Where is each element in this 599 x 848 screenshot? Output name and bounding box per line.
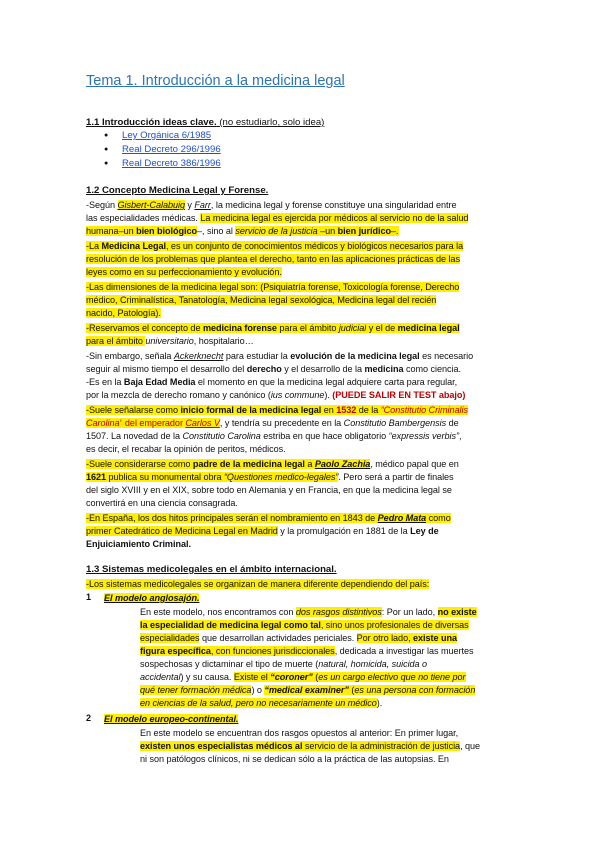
- paragraph-line: -La Medicina Legal, es un conjunto de conocimientos médicos y biológicos necesarios para la: [86, 241, 464, 251]
- exam-note: (PUEDE SALIR EN TEST abajo): [332, 390, 466, 400]
- model-heading-europeo: El modelo europeo-continental.: [104, 714, 239, 724]
- paragraph-line: convertirá en una ciencia consagrada.: [86, 498, 238, 508]
- list-number: 1: [86, 592, 92, 602]
- paragraph-line: Enjuiciamiento Criminal.: [86, 539, 191, 549]
- author-paolo-zachia: Paolo Zachia: [314, 459, 371, 469]
- link-real-decreto-386[interactable]: Real Decreto 386/1996: [122, 158, 221, 169]
- paragraph-line: En este modelo se encuentran dos rasgos opuestos al anterior: En primer lugar,: [140, 728, 459, 738]
- paragraph-line: Carolina” del emperador Carlos V, y tendría su precedente en la Constitutio Bambergensis de: [86, 418, 459, 428]
- paragraph-line: las especialidades médicas. La medicina legal es ejercida por médicos al servicio no de la salud: [86, 213, 469, 223]
- paragraph-line: ni son patólogos clínicos, ni se dedican sólo a la práctica de las autopsias. En: [140, 754, 449, 764]
- paragraph-line: médico, Criminalística, Tanatología, Medicina legal sexológica, Medicina legal del recién: [86, 295, 437, 305]
- paragraph-line: por la mezcla de derecho romano y canónico (ius commune). (PUEDE SALIR EN TEST abajo): [86, 390, 466, 400]
- paragraph-line: primer Catedrático de Medicina Legal en Madrid y la promulgación en 1881 de la Ley de: [86, 526, 439, 536]
- paragraph-line: leyes como en su perfeccionamiento y evolución.: [86, 267, 282, 277]
- paragraph-fragment: de: [446, 418, 459, 428]
- law-links-list: [104, 129, 221, 171]
- paragraph-line: figura específica, con funciones jurisdiccionales, dedicada a investigar las muertes: [140, 646, 474, 656]
- section-note: (no estudiarlo, solo idea): [219, 117, 325, 128]
- paragraph-line: resolución de los problemas que plantea el derecho, tanto en las aplicaciones prácticas de las: [86, 254, 460, 264]
- paragraph-line: -Los sistemas medicolegales se organizan de manera diferente dependiendo del país:: [86, 579, 430, 589]
- paragraph-line: nacido, Patología).: [86, 308, 161, 318]
- paragraph-line: 1621 publica su monumental obra “Questiones medico-legales”. Pero será a partir de finales: [86, 472, 454, 482]
- list-item: [104, 157, 221, 171]
- paragraph-line: del siglo XVIII y en el XIX, sobre todo en Alemania y en Francia, en que la medicina legal se: [86, 485, 452, 495]
- paragraph-line: -Suele señalarse como inicio formal de la medicina legal en 1532 de la “Constitutio Criminalis: [86, 405, 468, 415]
- paragraph-line: 1507. La novedad de la Constitutio Carolina estriba en que hace obligatorio “expressis verbis”,: [86, 431, 462, 441]
- page-title: Tema 1. Introducción a la medicina legal: [86, 73, 345, 89]
- paragraph-line: existen unos especialistas médicos al servicio de la administración de justicia, que: [140, 741, 481, 751]
- list-number: 2: [86, 713, 92, 723]
- author-ackerknecht: Ackerknecht: [173, 351, 224, 361]
- section-1-3-heading: 1.3 Sistemas medicolegales en el ámbito internacional.: [86, 564, 337, 575]
- paragraph-line: seguir al mismo tiempo el desarrollo del derecho y el desarrollo de la medicina como ciencia.: [86, 364, 461, 374]
- paragraph-line: -Reservamos el concepto de medicina forense para el ámbito judicial y el de medicina legal: [86, 323, 460, 333]
- paragraph-line: sospechosas y dictaminar el tipo de muerte (natural, homicida, suicida o: [140, 659, 428, 669]
- emperor-carlos-v: Carlos V: [185, 418, 220, 428]
- section-1-2-heading: 1.2 Concepto Medicina Legal y Forense.: [86, 185, 269, 196]
- paragraph-line: para el ámbito universitario, hospitalario…: [86, 336, 254, 346]
- paragraph-line: humana–un bien biológico–, sino al servicio de la justicia –un bien jurídico–.: [86, 226, 399, 236]
- author-gisbert: Gisbert-Calabuig: [117, 200, 185, 210]
- section-heading-text: 1.1 Introducción ideas clave.: [86, 117, 217, 128]
- paragraph-line: En este modelo, nos encontramos con dos rasgos distintivos: Por un lado, no existe: [140, 607, 477, 617]
- paragraph-line: accidental) y su causa. Existe el “coroner” (es un cargo electivo que no tiene por: [140, 672, 466, 682]
- paragraph-line: -Suele considerarse como padre de la medicina legal a Paolo Zachia, médico papal que en: [86, 459, 459, 469]
- paragraph-line: -Es en la Baja Edad Media el momento en que la medicina legal adquiere carta para regular,: [86, 377, 458, 387]
- link-real-decreto-296[interactable]: Real Decreto 296/1996: [122, 144, 221, 155]
- paragraph-line: -Según Gisbert-Calabuig y Farr, la medicina legal y forense constituye una singularidad entre: [86, 200, 457, 210]
- paragraph-line: -Las dimensiones de la medicina legal son: (Psiquiatría forense, Toxicología forense, Derecho: [86, 282, 460, 292]
- person-pedro-mata: Pedro Mata: [377, 513, 427, 523]
- link-ley-organica[interactable]: Ley Orgánica 6/1985: [122, 130, 212, 141]
- paragraph-line: -Sin embargo, señala Ackerknecht para estudiar la evolución de la medicina legal es necesario: [86, 351, 474, 361]
- paragraph-line: -En España, los dos hitos principales serán el nombramiento en 1843 de Pedro Mata como: [86, 513, 451, 523]
- paragraph-line: la especialidad de medicina legal como tal, sino unos profesionales de diversas: [140, 620, 469, 630]
- paragraph-line: es decir, el recabar la opinión de peritos, médicos.: [86, 444, 286, 454]
- author-farr: Farr: [194, 200, 211, 210]
- paragraph-line: en ciencias de la salud, pero no necesariamente un médico).: [140, 698, 383, 708]
- section-1-1-heading: [86, 117, 324, 128]
- list-item: [104, 143, 221, 157]
- model-heading-anglosajon: El modelo anglosajón.: [104, 593, 200, 603]
- paragraph-line: qué tener formación médica) o “medical examiner” (es una persona con formación: [140, 685, 476, 695]
- paragraph-line: especialidades que desarrollan actividades periciales. Por otro lado, existe una: [140, 633, 458, 643]
- list-item: [104, 129, 221, 143]
